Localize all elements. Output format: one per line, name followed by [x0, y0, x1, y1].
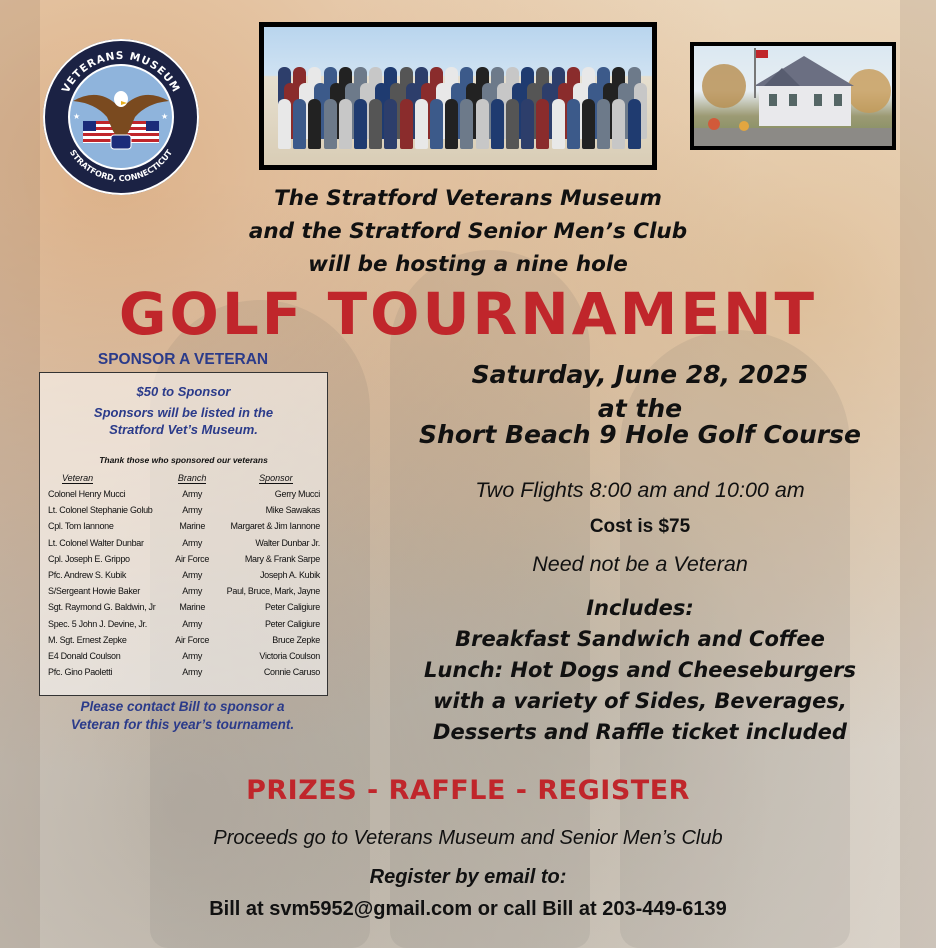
sponsor-cost: $50 to Sponsor [136, 384, 231, 399]
photo-person [445, 99, 458, 149]
branch-cell: Army [182, 667, 203, 678]
prizes-raffle-register: PRIZES - RAFFLE - REGISTER [246, 775, 690, 806]
branch-cell: Marine [179, 521, 206, 532]
photo-person [597, 99, 610, 149]
photo-person [476, 99, 489, 149]
photo-person [339, 99, 352, 149]
veteran-cell: S/Sergeant Howie Baker [48, 586, 140, 597]
intro-line: and the Stratford Senior Men’s Club [248, 219, 688, 244]
table-row [48, 567, 320, 583]
photo-person [369, 99, 382, 149]
photo-person [293, 99, 306, 149]
event-flights: Two Flights 8:00 am and 10:00 am [475, 478, 805, 502]
sponsor-cell: Paul, Bruce, Mark, Jayne [226, 586, 320, 597]
branch-cell: Army [182, 505, 203, 516]
photo-person [415, 99, 428, 149]
includes-line: Desserts and Raffle ticket included [433, 720, 847, 744]
veteran-cell: M. Sgt. Ernest Zepke [48, 634, 127, 645]
table-row [48, 502, 320, 518]
photo-person [506, 99, 519, 149]
table-row [48, 599, 320, 615]
event-date-block [350, 358, 930, 426]
group-photo [259, 22, 657, 170]
photo-person [278, 99, 291, 149]
event-includes [350, 593, 930, 748]
table-row [48, 632, 320, 648]
sponsor-cell: Gerry Mucci [274, 489, 320, 500]
register-label: Register by email to: [369, 866, 567, 888]
veteran-cell: Pfc. Andrew S. Kubik [48, 570, 127, 581]
sponsor-thanks: Thank those who sponsored our veterans [99, 455, 268, 465]
photo-person [460, 99, 473, 149]
photo-person [536, 99, 549, 149]
photo-person [430, 99, 443, 149]
sponsor-note-line: Sponsors will be listed in the [93, 405, 274, 420]
photo-person [521, 99, 534, 149]
sponsor-contact-line: Please contact Bill to sponsor a [80, 699, 285, 714]
veteran-cell: Lt. Colonel Stephanie Golub [48, 505, 153, 516]
register-contact-info: Bill at svm5952@gmail.com or call Bill at 203-449-6139 [209, 898, 727, 920]
logo-top-text: VETERANS MUSEUM [59, 49, 183, 95]
sponsor-cell: Peter Caligiure [264, 602, 320, 613]
photo-person [567, 99, 580, 149]
photo-person [491, 99, 504, 149]
photo-person [354, 99, 367, 149]
veteran-cell: Lt. Colonel Walter Dunbar [48, 537, 144, 548]
table-row [48, 583, 320, 599]
photo-person [384, 99, 397, 149]
event-date: Saturday, June 28, 2025 [471, 360, 809, 389]
intro-line: The Stratford Veterans Museum [274, 186, 662, 211]
event-course: Short Beach 9 Hole Golf Course [419, 420, 861, 449]
table-row [48, 486, 320, 502]
photo-person [400, 99, 413, 149]
branch-cell: Army [182, 650, 203, 661]
veterans-museum-logo [43, 39, 199, 195]
sponsor-cell: Margaret & Jim Iannone [230, 521, 320, 532]
table-header-row [48, 473, 320, 486]
table-row [48, 616, 320, 632]
includes-heading: Includes: [586, 596, 694, 620]
table-row [48, 664, 320, 680]
veteran-cell: Colonel Henry Mucci [48, 489, 126, 500]
event-cost: Cost is $75 [589, 516, 691, 537]
sponsored-veterans-table [48, 473, 320, 680]
table-row [48, 535, 320, 551]
sponsor-box [39, 372, 328, 696]
photo-person [582, 99, 595, 149]
intro-text [0, 182, 936, 281]
svg-text:★: ★ [73, 112, 81, 121]
sponsor-heading: SPONSOR A VETERAN [97, 351, 269, 368]
veteran-cell: Cpl. Tom Iannone [48, 521, 114, 532]
branch-cell: Army [182, 586, 203, 597]
event-title: GOLF TOURNAMENT [118, 280, 818, 348]
column-header: Sponsor [259, 473, 293, 483]
logo-bottom-text: STRATFORD, CONNECTICUT [67, 148, 175, 184]
proceeds-text: Proceeds go to Veterans Museum and Senior Men’s Club [213, 827, 723, 849]
event-at-the: at the [597, 394, 683, 423]
branch-cell: Marine [179, 602, 206, 613]
branch-cell: Army [182, 618, 203, 629]
includes-line: with a variety of Sides, Beverages, [433, 689, 847, 713]
branch-cell: Army [182, 537, 203, 548]
branch-cell: Air Force [175, 634, 210, 645]
branch-cell: Air Force [175, 553, 210, 564]
svg-text:★: ★ [161, 112, 169, 121]
sponsor-cell: Joseph A. Kubik [259, 570, 320, 581]
branch-cell: Army [182, 570, 203, 581]
sponsor-cell: Mary & Frank Sarpe [244, 553, 320, 564]
veteran-cell: Cpl. Joseph E. Grippo [48, 553, 130, 564]
branch-cell: Army [182, 489, 203, 500]
table-row [48, 551, 320, 567]
museum-building-photo [690, 42, 896, 150]
sponsor-cell: Peter Caligiure [264, 618, 320, 629]
veteran-cell: Sgt. Raymond G. Baldwin, Jr [48, 602, 156, 613]
photo-person [324, 99, 337, 149]
sponsor-note-line: Stratford Vet’s Museum. [109, 422, 258, 437]
sponsor-cell: Connie Caruso [263, 667, 320, 678]
sponsor-cell: Mike Sawakas [265, 505, 320, 516]
column-header: Veteran [62, 473, 94, 483]
sponsor-contact-line: Veteran for this year’s tournament. [70, 717, 295, 732]
photo-person [628, 99, 641, 149]
includes-line: Breakfast Sandwich and Coffee [455, 627, 825, 651]
column-header: Branch [177, 473, 207, 483]
photo-person [612, 99, 625, 149]
veteran-cell: E4 Donald Coulson [48, 650, 121, 661]
table-row [48, 518, 320, 534]
table-row [48, 648, 320, 664]
sponsor-note [40, 404, 327, 438]
sponsor-cell: Walter Dunbar Jr. [255, 537, 320, 548]
veteran-cell: Spec. 5 John J. Devine, Jr. [48, 618, 147, 629]
photo-person [552, 99, 565, 149]
includes-line: Lunch: Hot Dogs and Cheeseburgers [424, 658, 856, 682]
veteran-cell: Pfc. Gino Paoletti [48, 667, 113, 678]
sponsor-cell: Victoria Coulson [259, 650, 320, 661]
photo-person [308, 99, 321, 149]
sponsor-contact [20, 698, 345, 734]
sponsor-cell: Bruce Zepke [272, 634, 320, 645]
group-photo-image [264, 27, 652, 165]
intro-line: will be hosting a nine hole [308, 252, 628, 277]
event-not-veteran: Need not be a Veteran [532, 552, 748, 576]
museum-building-image [694, 46, 892, 146]
